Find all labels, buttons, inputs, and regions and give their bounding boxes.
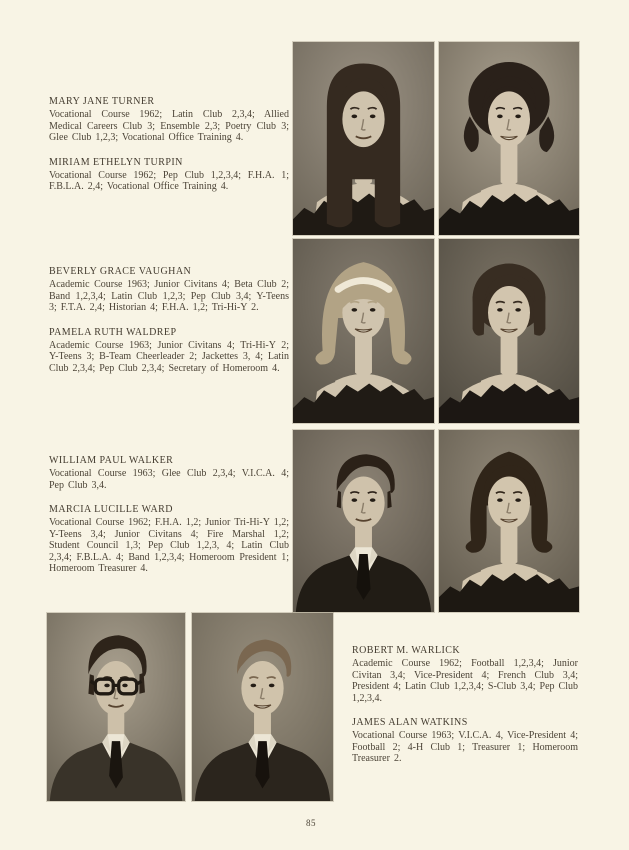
student-entry	[49, 266, 289, 314]
student-bio: Vocational Course 1962; Pep Club 1,2,3,4; F.H.A. 1; F.B.L.A. 2,4; Vocational Office Training 4.	[49, 169, 289, 192]
student-name: MARCIA LUCILLE WARD	[49, 504, 173, 515]
student-entry	[49, 455, 289, 491]
student-entry	[49, 504, 289, 575]
page-number: 85	[306, 818, 316, 828]
bio-block-walker-ward	[49, 455, 289, 588]
student-name: WILLIAM PAUL WALKER	[49, 455, 174, 466]
student-name: JAMES ALAN WATKINS	[352, 717, 468, 728]
photo-robert-m-warlick	[47, 613, 185, 801]
photo-pamela-ruth-waldrep	[439, 239, 579, 423]
student-entry	[49, 327, 289, 375]
student-bio: Academic Course 1962; Football 1,2,3,4; Junior Civitan 3,4; Vice-President 4; French Club 3,4; President 4; Latin Club 1,2,3,4; S-Club 3,4; Pep Club 1,2,3,4.	[352, 658, 578, 704]
student-name: MIRIAM ETHELYN TURPIN	[49, 156, 183, 168]
photo-beverly-grace-vaughan	[293, 239, 434, 423]
student-name: PAMELA RUTH WALDREP	[49, 326, 177, 338]
bio-block-turner-turpin	[49, 96, 289, 206]
student-name: MARY JANE TURNER	[49, 96, 155, 107]
student-name: ROBERT M. WARLICK	[352, 645, 461, 656]
photo-james-alan-watkins	[192, 613, 333, 801]
student-entry	[352, 645, 578, 704]
bio-block-vaughan-waldrep	[49, 266, 289, 387]
student-bio: Vocational Course 1962; Latin Club 2,3,4; Allied Medical Careers Club 3; Ensemble 2,3; Poetry Club 3; Glee Club 1,2,3; Vocational Office Training 4.	[49, 109, 289, 143]
photo-mary-jane-turner	[293, 42, 434, 235]
student-bio: Vocational Course 1962; F.H.A. 1,2; Junior Tri-Hi-Y 1,2; Y-Teens 3,4; Junior Civitans 4; Fire Marshal 1,2; Student Council 1,3; Pep Club 1,2,3, 4; Latin Club 2,3,4; F.B.L.A. 4; Band 1,2,3,4; Homeroom President 1; Homeroom Treasurer 4.	[49, 517, 289, 574]
student-entry	[49, 157, 289, 193]
student-bio: Vocational Course 1963; V.I.C.A. 4, Vice-President 4; Football 2; 4-H Club 1; Treasurer 1; Homeroom Treasurer 2.	[352, 730, 578, 764]
photo-miriam-ethelyn-turpin	[439, 42, 579, 235]
student-name: BEVERLY GRACE VAUGHAN	[49, 266, 192, 277]
bio-block-warlick-watkins	[352, 645, 578, 778]
student-bio: Academic Course 1963; Junior Civitans 4; Beta Club 2; Band 1,2,3,4; Latin Club 1,2,3; Pep Club 3,4; Y-Teens 3; F.T.A. 2,4; Historian 4; F.H.A. 1,2; Tri-Hi-Y 2.	[49, 279, 289, 313]
student-bio: Vocational Course 1963; Glee Club 2,3,4; V.I.C.A. 4; Pep Club 3,4.	[49, 468, 289, 491]
student-entry	[352, 717, 578, 765]
photo-marcia-lucille-ward	[439, 430, 579, 612]
student-bio: Academic Course 1963; Junior Civitans 4; Tri-Hi-Y 2; Y-Teens 3; B-Team Cheerleader 2; Jackettes 3, 4; Latin Club 2,3,4; Pep Club 2,3,4; Secretary of Homeroom 4.	[49, 339, 289, 374]
photo-william-paul-walker	[293, 430, 434, 612]
student-entry	[49, 96, 289, 144]
